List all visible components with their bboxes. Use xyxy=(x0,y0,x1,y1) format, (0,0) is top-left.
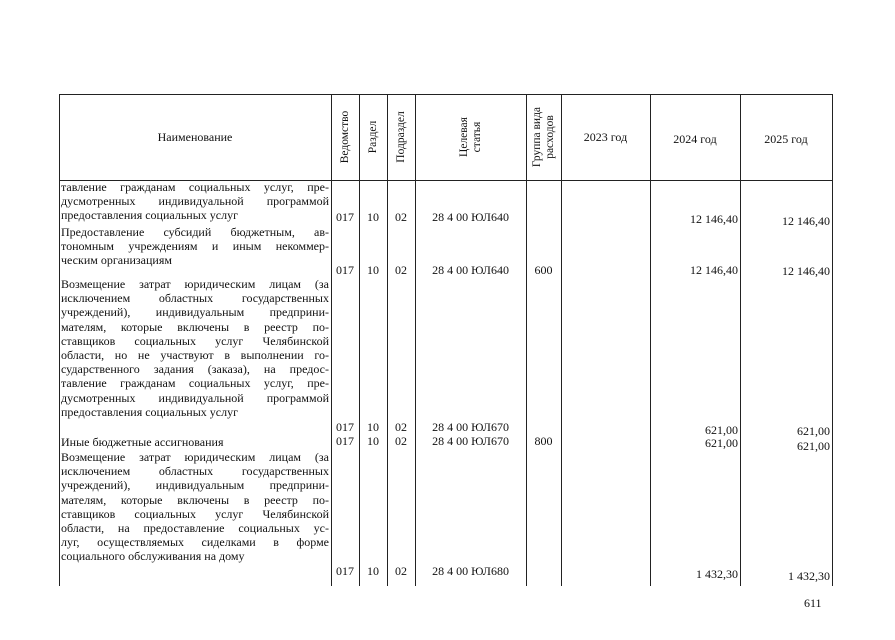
col-border xyxy=(650,94,651,586)
cell-section: 10 xyxy=(367,263,379,277)
cell-2025: 12 146,40 xyxy=(782,264,830,278)
cell-2025: 1 432,30 xyxy=(788,569,830,583)
col-border xyxy=(387,94,388,586)
name-line: социального обслуживания на дому xyxy=(61,549,245,564)
name-line: сударственного задания (заказа), на предос- xyxy=(61,362,329,377)
cell-subsection: 02 xyxy=(395,210,407,224)
col-border xyxy=(526,94,527,586)
header-subsection: Подраздел xyxy=(395,111,407,163)
name-line: дусмотренных индивидуальной программой xyxy=(61,390,329,405)
name-line: тавление гражданам социальных услуг, пре- xyxy=(61,376,329,391)
name-line: тавление гражданам социальных услуг, пре- xyxy=(61,180,329,194)
col-border xyxy=(331,94,332,586)
cell-2025: 621,00 xyxy=(797,424,830,438)
cell-2024: 621,00 xyxy=(705,423,738,437)
page-number: 611 xyxy=(804,596,822,610)
cell-subsection: 02 xyxy=(395,420,407,434)
cell-2025: 621,00 xyxy=(797,439,830,453)
col-border xyxy=(59,94,60,586)
header-target-line1: Целевая xyxy=(458,117,470,157)
row-name xyxy=(61,450,329,564)
cell-section: 10 xyxy=(367,434,379,448)
row-name xyxy=(61,225,329,268)
name-line: Возмещение затрат юридическим лицам (за xyxy=(61,450,329,464)
cell-2024: 12 146,40 xyxy=(690,263,738,277)
name-line: мателям, которые включены в реестр по- xyxy=(61,319,329,334)
name-line: луг, осуществляемых сиделками в форме xyxy=(61,535,329,550)
name-line: области, но не участвуют в выполнении го- xyxy=(61,347,329,362)
row-name xyxy=(61,277,329,419)
col-border xyxy=(740,94,741,586)
cell-dept: 017 xyxy=(336,210,354,224)
name-line: Предоставление субсидий бюджетным, ав- xyxy=(61,225,329,239)
cell-target: 28 4 00 ЮЛ680 xyxy=(432,564,509,578)
col-border xyxy=(832,94,833,586)
name-line: исключением областных государственных xyxy=(61,291,329,306)
name-line: Иные бюджетные ассигнования xyxy=(61,435,224,449)
header-2024: 2024 год xyxy=(673,132,717,146)
name-line: дусмотренных индивидуальной программой xyxy=(61,194,329,209)
name-line: учреждений), индивидуальным предприни- xyxy=(61,478,329,493)
header-target-article xyxy=(458,82,484,192)
name-line: ставщиков социальных услуг Челябинской xyxy=(61,506,329,521)
cell-subsection: 02 xyxy=(395,564,407,578)
header-expense-line1: Группа вида xyxy=(531,106,543,168)
row-name xyxy=(61,435,329,449)
cell-2024: 1 432,30 xyxy=(696,567,738,581)
header-expense-group xyxy=(531,93,557,181)
name-line: ставщиков социальных услуг Челябинской xyxy=(61,333,329,348)
cell-dept: 017 xyxy=(336,263,354,277)
header-2025: 2025 год xyxy=(764,132,808,146)
cell-section: 10 xyxy=(367,210,379,224)
cell-section: 10 xyxy=(367,564,379,578)
header-name: Наименование xyxy=(157,130,233,144)
col-border xyxy=(561,94,562,586)
name-line: исключением областных государственных xyxy=(61,464,329,479)
table-top-border xyxy=(59,94,833,95)
name-line: предоставления социальных услуг xyxy=(61,208,239,223)
cell-section: 10 xyxy=(367,420,379,434)
name-line: ческим организациям xyxy=(61,253,172,268)
name-line: Возмещение затрат юридическим лицам (за xyxy=(61,277,329,291)
cell-2024: 621,00 xyxy=(705,436,738,450)
budget-table xyxy=(59,94,833,586)
cell-target: 28 4 00 ЮЛ670 xyxy=(432,420,509,434)
header-expense-line2: расходов xyxy=(544,115,556,159)
cell-2024: 12 146,40 xyxy=(690,212,738,226)
cell-target: 28 4 00 ЮЛ640 xyxy=(432,263,509,277)
row-name xyxy=(61,180,329,223)
cell-subsection: 02 xyxy=(395,434,407,448)
name-line: учреждений), индивидуальным предприни- xyxy=(61,305,329,320)
cell-dept: 017 xyxy=(336,434,354,448)
cell-target: 28 4 00 ЮЛ670 xyxy=(432,434,509,448)
header-2023: 2023 год xyxy=(583,130,628,144)
cell-target: 28 4 00 ЮЛ640 xyxy=(432,210,509,224)
cell-subsection: 02 xyxy=(395,263,407,277)
col-border xyxy=(359,94,360,586)
col-border xyxy=(415,94,416,586)
cell-expense: 600 xyxy=(534,263,553,277)
header-dept: Ведомство xyxy=(339,110,351,164)
cell-dept: 017 xyxy=(336,420,354,434)
header-section: Раздел xyxy=(367,120,379,154)
name-line: предоставления социальных услуг xyxy=(61,404,239,419)
name-line: мателям, которые включены в реестр по- xyxy=(61,492,329,507)
header-target-line2: статья xyxy=(471,121,483,153)
cell-dept: 017 xyxy=(336,564,354,578)
name-line: области, на предоставление социальных ус- xyxy=(61,520,329,535)
name-line: тономным учреждениям и иным некоммер- xyxy=(61,239,329,254)
cell-expense: 800 xyxy=(534,434,553,448)
cell-2025: 12 146,40 xyxy=(782,214,830,228)
